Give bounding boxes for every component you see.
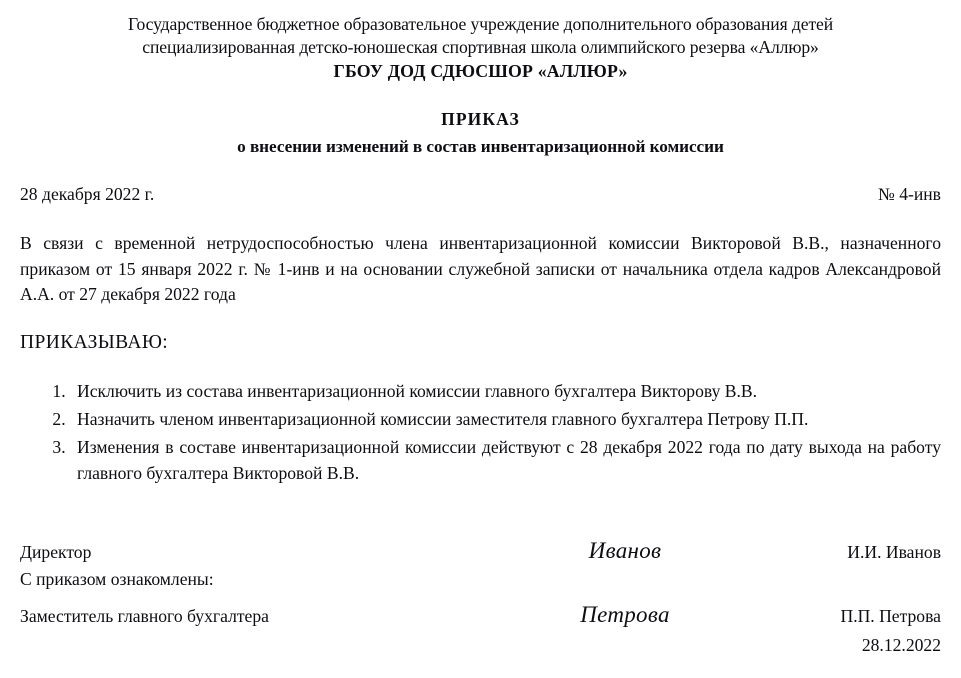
document-title-block: [20, 108, 941, 159]
order-item: 2. Назначить членом инвентаризационной комиссии заместителя главного бухгалтера Петрову П.П.: [70, 407, 941, 433]
document-date: 28 декабря 2022 г.: [20, 183, 155, 204]
document-meta-row: [20, 184, 941, 205]
signature-autograph-director: Иванов: [588, 537, 662, 563]
signature-name-deputy: П.П. Петрова: [840, 606, 941, 627]
signature-name-director: И.И. Иванов: [847, 541, 941, 562]
organization-line-1: Государственное бюджетное образовательное учреждение дополнительного образования детей: [127, 14, 834, 34]
organization-short-name: ГБОУ ДОД СДЮСШОР «АЛЛЮР»: [333, 60, 628, 81]
signature-area: [20, 535, 941, 632]
document-title: ПРИКАЗ: [441, 108, 520, 129]
organization-header: [20, 0, 941, 83]
acknowledgement-label: С приказом ознакомлены:: [20, 569, 214, 590]
signature-autograph-deputy: Петрова: [580, 602, 670, 628]
signature-role-director: Директор: [20, 541, 92, 562]
document-number: № 4-инв: [878, 183, 941, 204]
organization-line-2: специализированная детско-юношеская спортивная школа олимпийского резерва «Аллюр»: [142, 36, 819, 57]
order-item: 1. Исключить из состава инвентаризационной комиссии главного бухгалтера Викторову В.В.: [70, 379, 941, 405]
signature-row-deputy: [20, 599, 941, 632]
order-items-list: [20, 379, 941, 486]
signature-row-director: [20, 535, 941, 568]
footer-date: 28.12.2022: [861, 635, 941, 655]
order-keyword: ПРИКАЗЫВАЮ:: [20, 332, 169, 354]
preamble-paragraph: В связи с временной нетрудоспособностью члена инвентаризационной комиссии Викторовой В.В., назначенного приказом от 15 января 2022 г. № 1-инв и на основании служебной записки от начальника отдела кадров Александровой А.А. от 27 декабря 2022 года: [20, 232, 941, 305]
order-item: 3. Изменения в составе инвентаризационной комиссии действуют с 28 декабря 2022 года по дату выхода на работу главного бухгалтера Викторовой В.В.: [70, 435, 941, 487]
signature-role-deputy: Заместитель главного бухгалтера: [20, 606, 269, 627]
document-subtitle: о внесении изменений в состав инвентаризационной комиссии: [237, 137, 724, 157]
